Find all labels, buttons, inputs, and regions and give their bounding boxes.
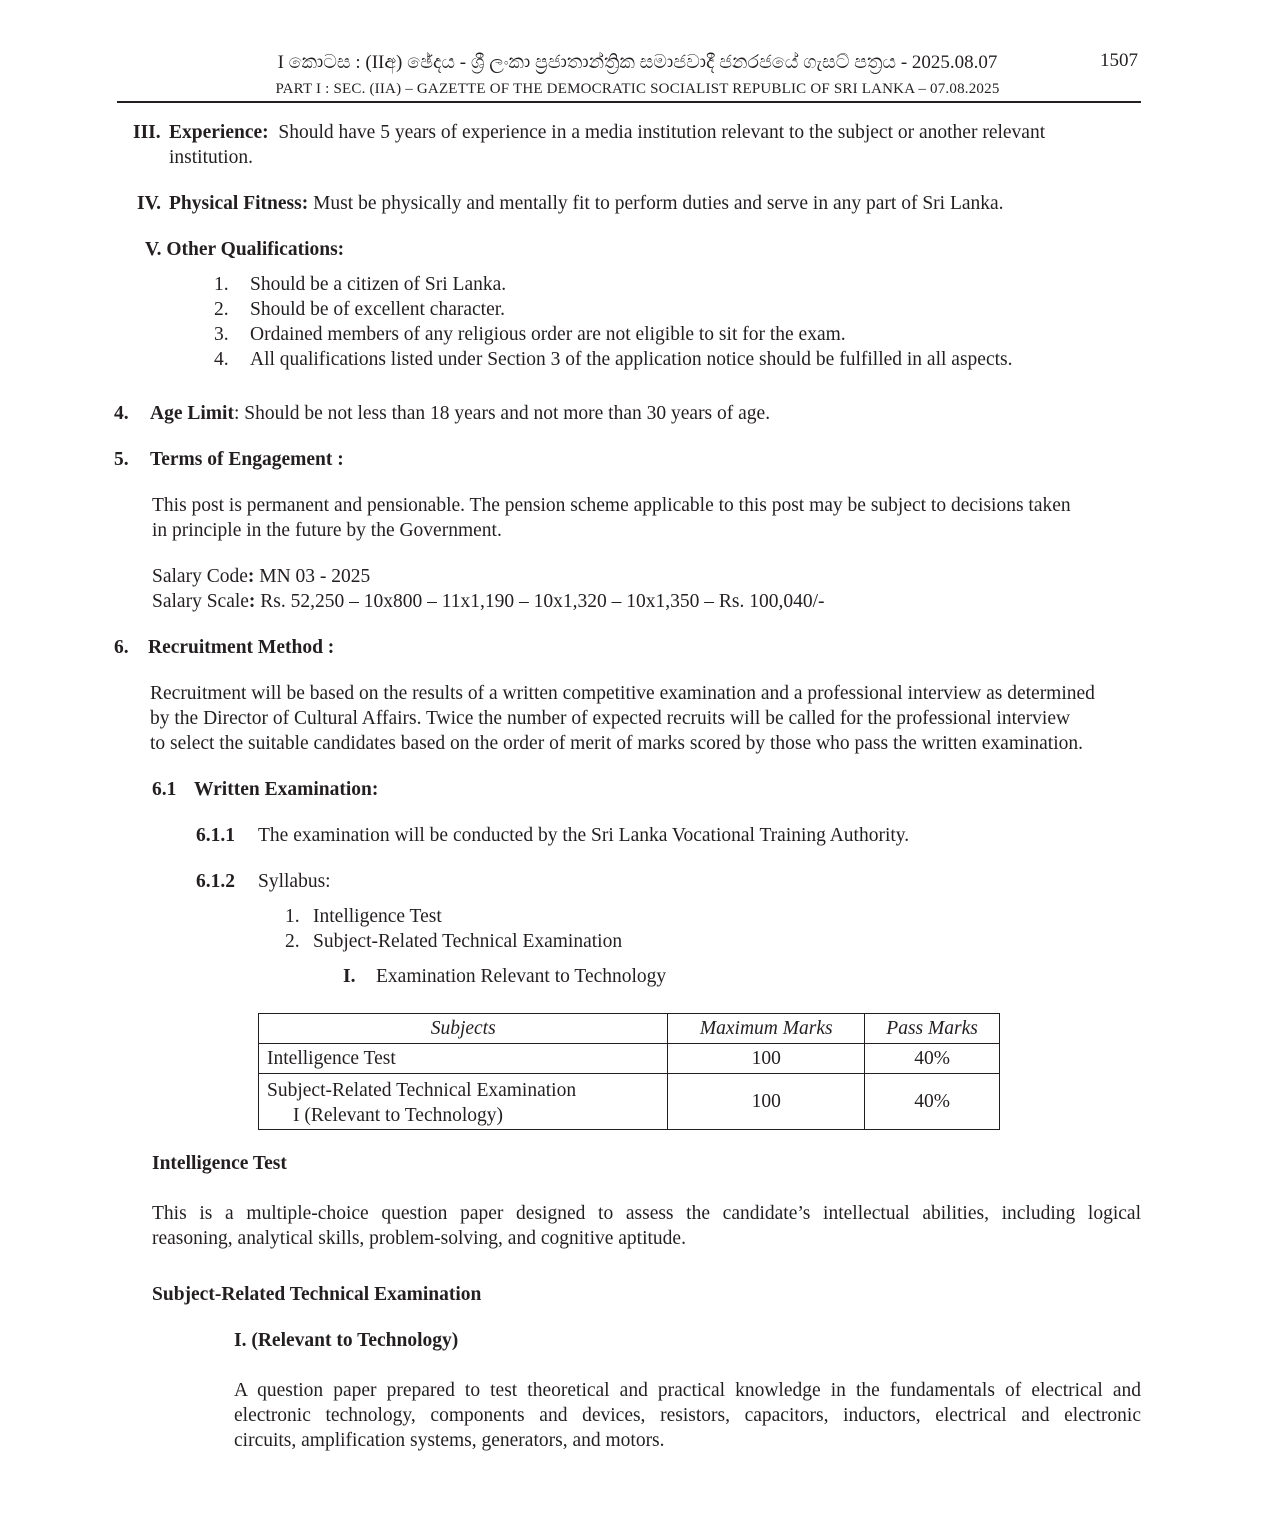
table-cell-subject-line-1: Subject-Related Technical Examination — [267, 1080, 577, 1101]
subsection-text: Examination Relevant to Technology — [376, 966, 667, 987]
technical-text-line-2 — [234, 1403, 1141, 1428]
marks-table — [258, 1013, 1000, 1130]
section-611-text: The examination will be conducted by the Sri Lanka Vocational Training Authority. — [258, 825, 910, 846]
section-612-number: 6.1.2 — [196, 871, 235, 892]
terms-text-line-1: This post is permanent and pensionable. The pension scheme applicable to this post may be subject to decisions taken — [152, 495, 1071, 516]
qualification-item-text: Ordained members of any religious order are not eligible to sit for the exam. — [250, 324, 846, 345]
fitness-text: Must be physically and mentally fit to perform duties and serve in any part of Sri Lanka. — [313, 193, 1004, 214]
table-header-max-marks: Maximum Marks — [668, 1014, 865, 1044]
table-header-row — [259, 1014, 1000, 1044]
header-rule — [117, 101, 1141, 103]
technical-subheading: I. (Relevant to Technology) — [234, 1330, 459, 1351]
salary-scale-value: Rs. 52,250 – 10x800 – 11x1,190 – 10x1,320 – 10x1,350 – Rs. 100,040/- — [255, 591, 825, 612]
technical-heading: Subject-Related Technical Examination — [152, 1284, 482, 1305]
subsection-number: I. — [343, 966, 356, 987]
salary-code-label: Salary Code — [152, 566, 248, 587]
table-cell-subject — [259, 1074, 668, 1130]
intelligence-text-line-1 — [152, 1201, 1141, 1226]
terms-number: 5. — [114, 449, 129, 470]
intelligence-text-line-2: reasoning, analytical skills, problem-solving, and cognitive aptitude. — [152, 1228, 686, 1249]
salary-code: Salary Code: MN 03 - 2025 — [152, 566, 371, 587]
intelligence-text-1: This is a multiple-choice question paper designed to assess the candidate’s intellectual abilities, including logical — [152, 1203, 1141, 1224]
table-header-pass-marks: Pass Marks — [865, 1014, 1000, 1044]
qualification-item-text: Should be of excellent character. — [250, 299, 506, 320]
qualification-item-num: 1. — [214, 274, 229, 295]
table-row — [259, 1044, 1000, 1074]
written-exam-number: 6.1 — [152, 779, 177, 800]
qualification-item-num: 3. — [214, 324, 229, 345]
table-row — [259, 1074, 1000, 1130]
experience-label: Experience: — [169, 122, 269, 143]
table-cell-max: 100 — [668, 1044, 865, 1074]
qualification-item-num: 2. — [214, 299, 229, 320]
experience-line-1 — [169, 120, 1045, 145]
other-qualifications-heading: V. Other Qualifications: — [145, 239, 345, 260]
technical-text-2: electronic technology, components and devices, resistors, capacitors, inductors, electrical and electronic — [234, 1405, 1141, 1426]
recruitment-text-line-1: Recruitment will be based on the results of a written competitive examination and a professional interview as determined — [150, 683, 1095, 704]
salary-scale: Salary Scale: Rs. 52,250 – 10x800 – 11x1,190 – 10x1,320 – 10x1,350 – Rs. 100,040/- — [152, 591, 825, 612]
syllabus-item-num: 1. — [285, 906, 300, 927]
section-611-number: 6.1.1 — [196, 825, 235, 846]
experience-text: Should have 5 years of experience in a media institution relevant to the subject or another relevant — [278, 122, 1046, 143]
age-limit-number: 4. — [114, 403, 129, 424]
table-cell-subject-line-2: I (Relevant to Technology) — [293, 1105, 504, 1126]
technical-text-line-3: circuits, amplification systems, generators, and motors. — [234, 1430, 665, 1451]
header-sinhala-title: I කොටස : (IIඅ) ඡේදය - ශ්‍රී ලංකා ප්‍රජාතාන්ත්‍රික සමාජවාදී ජනරජයේ ගැසට් පත්‍රය - 2025.08.07 — [277, 52, 998, 73]
table-cell-max: 100 — [668, 1074, 865, 1130]
written-exam-heading: Written Examination: — [194, 779, 379, 800]
fitness-line — [169, 191, 1004, 216]
technical-text-line-1 — [234, 1378, 1141, 1403]
intelligence-heading: Intelligence Test — [152, 1153, 287, 1174]
salary-code-value: MN 03 - 2025 — [254, 566, 371, 587]
fitness-number: IV. — [137, 193, 162, 214]
table-cell-pass: 40% — [865, 1044, 1000, 1074]
experience-line-2: institution. — [169, 147, 253, 168]
table-cell-subject: Intelligence Test — [259, 1044, 668, 1074]
recruitment-text-line-2: by the Director of Cultural Affairs. Twice the number of expected recruits will be called for the professional interview — [150, 708, 1071, 729]
experience-number: III. — [133, 122, 161, 143]
recruitment-number: 6. — [114, 637, 129, 658]
header-english-title: PART I : SEC. (IIA) – GAZETTE OF THE DEMOCRATIC SOCIALIST REPUBLIC OF SRI LANKA – 07.08.2025 — [275, 81, 1000, 97]
recruitment-heading: Recruitment Method : — [148, 637, 335, 658]
recruitment-text-line-3: to select the suitable candidates based on the order of merit of marks scored by those who pass the written examination. — [150, 733, 1084, 754]
syllabus-item-num: 2. — [285, 931, 300, 952]
qualification-item-text: Should be a citizen of Sri Lanka. — [250, 274, 507, 295]
page-number: 1507 — [1100, 50, 1138, 71]
salary-scale-label: Salary Scale — [152, 591, 249, 612]
syllabus-item-text: Subject-Related Technical Examination — [313, 931, 623, 952]
qualification-item-num: 4. — [214, 349, 229, 370]
age-limit-text: : Should be not less than 18 years and not more than 30 years of age. — [233, 403, 771, 424]
age-limit-label: Age Limit — [150, 403, 234, 424]
table-cell-pass: 40% — [865, 1074, 1000, 1130]
fitness-label: Physical Fitness: — [169, 193, 309, 214]
age-limit-line — [150, 401, 770, 426]
qualification-item-text: All qualifications listed under Section 3 of the application notice should be fulfilled in all aspects. — [250, 349, 1013, 370]
terms-heading: Terms of Engagement : — [150, 449, 344, 470]
syllabus-item-text: Intelligence Test — [313, 906, 442, 927]
section-612-text: Syllabus: — [258, 871, 331, 892]
technical-text-1: A question paper prepared to test theoretical and practical knowledge in the fundamentals of electrical and — [234, 1380, 1141, 1401]
terms-text-line-2: in principle in the future by the Government. — [152, 520, 502, 541]
table-header-subjects: Subjects — [259, 1014, 668, 1044]
